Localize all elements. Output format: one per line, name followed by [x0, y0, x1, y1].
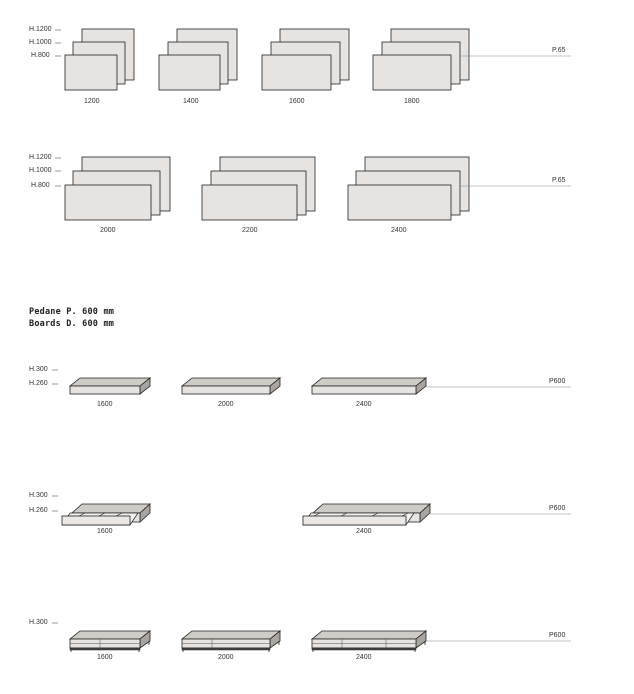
height-label-800: H.800 — [31, 182, 50, 189]
depth-label: P.65 — [552, 177, 566, 184]
width-label: 1800 — [404, 98, 420, 105]
width-label: 1600 — [97, 528, 113, 535]
cabinet-row-1 — [55, 29, 571, 90]
boards-row-plain — [52, 370, 571, 394]
height-label-1000: H.1000 — [29, 167, 52, 174]
board-plain-1600 — [70, 378, 150, 394]
board-open-2400 — [312, 631, 426, 652]
boards-row-open — [52, 623, 571, 652]
cabinet-2400 — [348, 157, 469, 220]
width-label: 2400 — [391, 227, 407, 234]
board-drawer-1600 — [62, 504, 150, 525]
cabinet-1200 — [65, 29, 134, 90]
height-label-260: H.260 — [29, 507, 48, 514]
width-label: 2400 — [356, 654, 372, 661]
cabinet-row-2 — [55, 157, 571, 220]
width-label: 2200 — [242, 227, 258, 234]
board-plain-2400 — [312, 378, 426, 394]
board-open-2000 — [182, 631, 280, 652]
width-label: 2000 — [100, 227, 116, 234]
height-label-300: H.300 — [29, 366, 48, 373]
width-label: 2000 — [218, 401, 234, 408]
height-label-300: H.300 — [29, 619, 48, 626]
boards-row-drawers — [52, 496, 571, 525]
width-label: 1600 — [289, 98, 305, 105]
cabinet-2000 — [65, 157, 170, 220]
height-label-1200: H.1200 — [29, 154, 52, 161]
depth-label: P600 — [549, 505, 566, 512]
height-label-300: H.300 — [29, 492, 48, 499]
width-label: 1400 — [183, 98, 199, 105]
width-label: 2400 — [356, 401, 372, 408]
width-label: 1600 — [97, 654, 113, 661]
boards-heading-english: Boards D. 600 mm — [29, 319, 115, 329]
depth-label: P.65 — [552, 47, 566, 54]
cabinet-1800 — [373, 29, 469, 90]
width-label: 2400 — [356, 528, 372, 535]
board-drawer-2400 — [303, 504, 430, 525]
height-label-1200: H.1200 — [29, 26, 52, 33]
boards-heading-italian: Pedane P. 600 mm — [29, 307, 115, 317]
height-label-1000: H.1000 — [29, 39, 52, 46]
cabinet-1400 — [159, 29, 237, 90]
board-open-1600 — [70, 631, 150, 652]
board-plain-2000 — [182, 378, 280, 394]
cabinet-1600 — [262, 29, 349, 90]
height-label-800: H.800 — [31, 52, 50, 59]
depth-label: P600 — [549, 378, 566, 385]
cabinet-2200 — [202, 157, 315, 220]
height-label-260: H.260 — [29, 380, 48, 387]
width-label: 1200 — [84, 98, 100, 105]
width-label: 1600 — [97, 401, 113, 408]
depth-label: P600 — [549, 632, 566, 639]
width-label: 2000 — [218, 654, 234, 661]
